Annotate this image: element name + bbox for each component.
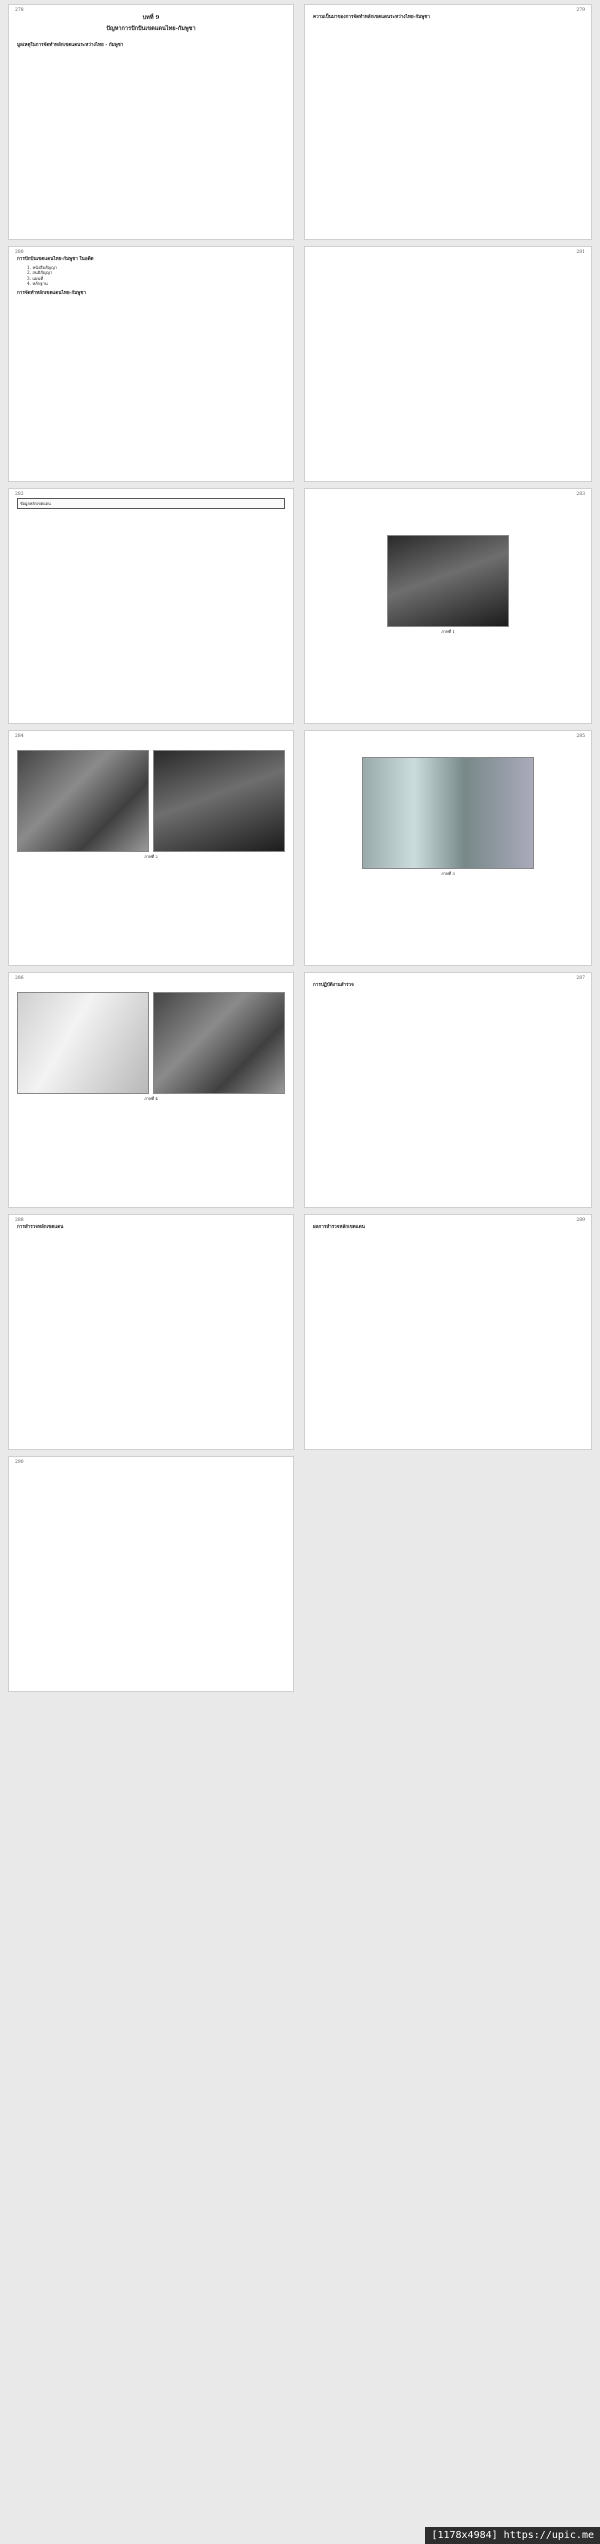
photo-row: [17, 747, 285, 854]
page-282: [8, 488, 294, 724]
photo: [362, 757, 534, 869]
page-279: [304, 4, 592, 240]
page-number: 288: [15, 1218, 24, 1223]
photo-caption: ภาพที่ 4: [144, 1096, 158, 1101]
photo: [17, 992, 149, 1094]
page-number: 281: [576, 250, 585, 255]
chapter-title: ปัญหาการปักปันเขตแดนไทย-กัมพูชา: [106, 26, 196, 32]
page-283: [304, 488, 592, 724]
page-number: 279: [576, 8, 585, 13]
page-285: [304, 730, 592, 966]
section-heading: ความเป็นมาของการจัดทำหลักเขตแดนระหว่างไทย-กัมพูชา: [313, 15, 430, 20]
watermark: [1178x4984] https://upic.me: [425, 2527, 600, 2544]
list-item: 4. หลักฐาน: [27, 281, 48, 287]
page-number: 290: [15, 1460, 24, 1465]
section-heading: การจัดทำหลักเขตแดนไทย-กัมพูชา: [17, 290, 86, 296]
page-278: [8, 4, 294, 240]
page-number: 284: [15, 734, 24, 739]
list-item: 1. หนังสือสัญญา: [27, 264, 58, 270]
page-number: 283: [576, 492, 585, 497]
numbered-list: [27, 265, 285, 287]
info-box: [17, 498, 285, 509]
photo: [17, 750, 149, 852]
page-281: [304, 246, 592, 482]
page-286: [8, 972, 294, 1208]
page-number: 282: [15, 492, 24, 497]
photo-row: [17, 989, 285, 1096]
page-287: [304, 972, 592, 1208]
body-text: [17, 50, 285, 56]
photo: [153, 750, 285, 852]
page-number: 289: [576, 1218, 585, 1223]
photo-caption: ภาพที่ 2: [144, 854, 158, 859]
page-288: [8, 1214, 294, 1450]
photo-caption: ภาพที่ 1: [441, 629, 455, 634]
section-heading: การปฏิบัติงานสำรวจ: [313, 983, 354, 988]
photo: [153, 992, 285, 1094]
page-284: [8, 730, 294, 966]
page-number: 280: [15, 250, 24, 255]
page-number: 278: [15, 8, 24, 13]
page-290: [8, 1456, 294, 1692]
list-item: 3. แผนที่: [27, 275, 44, 281]
body-text: [17, 33, 285, 39]
section-heading: การปักปันเขตแดนไทย-กัมพูชา ในอดีต: [17, 257, 94, 262]
page-289: [304, 1214, 592, 1450]
section-heading: ผลการสำรวจหลักเขตแดน: [313, 1225, 365, 1230]
section-heading: มูลเหตุในการจัดทำหลักเขตแดนระหว่างไทย - กัมพูชา: [17, 42, 124, 48]
section-heading: การสำรวจหลักเขตแดน: [17, 1225, 64, 1230]
info-box-title: ข้อมูลหลักเขตแดน: [20, 501, 51, 506]
page-number: 285: [576, 734, 585, 739]
photo-caption: ภาพที่ 3: [441, 871, 455, 876]
page-280: [8, 246, 294, 482]
photo: [387, 535, 509, 627]
chapter-number: บทที่ 9: [142, 15, 160, 21]
page-number: 287: [576, 976, 585, 981]
page-number: 286: [15, 976, 24, 981]
list-item: 2. สนธิสัญญา: [27, 270, 53, 276]
